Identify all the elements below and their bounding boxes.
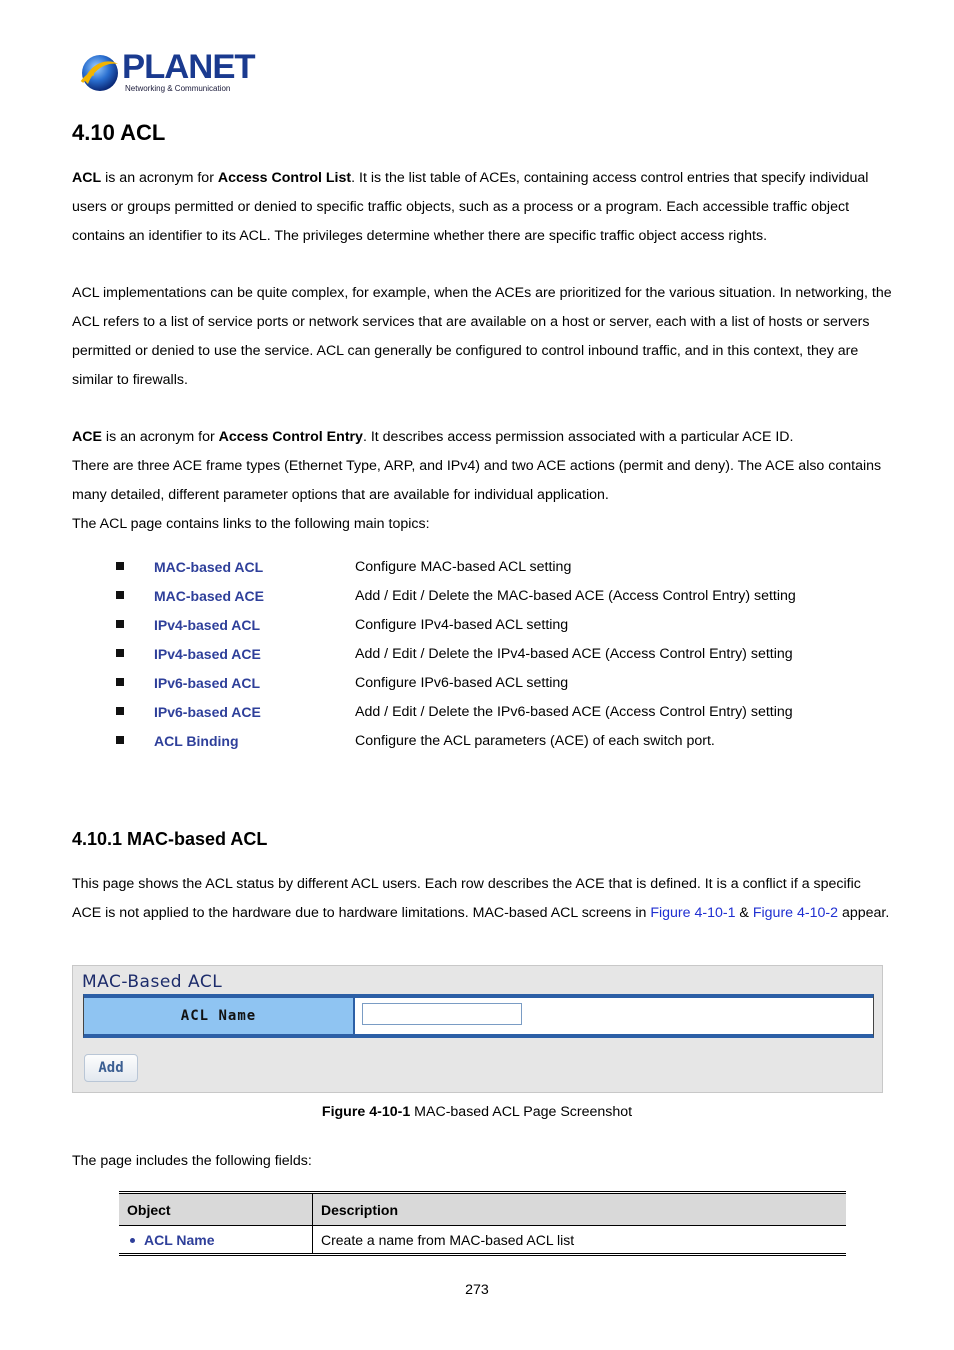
square-bullet-icon: [116, 707, 124, 715]
square-bullet-icon: [116, 591, 124, 599]
topic-list: [116, 553, 876, 756]
square-bullet-icon: [116, 736, 124, 744]
acl-name-label: ACL Name: [84, 998, 355, 1034]
topic-link[interactable]: MAC-based ACL: [154, 559, 264, 575]
add-button[interactable]: Add: [84, 1054, 138, 1082]
section-title: 4.10 ACL: [72, 120, 166, 145]
brand-name: PLANET: [122, 48, 255, 86]
page-number: 273: [465, 1282, 489, 1298]
globe-icon: [78, 52, 120, 94]
description-cell: Create a name from MAC-based ACL list: [321, 1232, 575, 1248]
intro-paragraph-acl: ACL is an acronym for Access Control List. It is the list table of ACEs, containing access control entries that specify individual users or groups permitted or denied to specific traffic objects, such as a process or a program. Each accessible traffic object contains an identifier to its ACL. The privileges determine whether there are specific traffic object access rights.: [72, 170, 869, 244]
figure-caption: Figure 4-10-1 MAC-based ACL Page Screenshot: [321, 1104, 633, 1120]
list-item: [116, 611, 876, 640]
figure-link-4-10-1[interactable]: Figure 4-10-1: [650, 905, 736, 921]
list-item: [116, 640, 876, 669]
mac-based-acl-screenshot: [72, 965, 883, 1093]
fields-table: [119, 1191, 846, 1256]
topic-description: Configure IPv6-based ACL setting: [355, 675, 569, 691]
topic-description: Add / Edit / Delete the IPv6-based ACE (Access Control Entry) setting: [355, 704, 793, 720]
intro-paragraph-implementation: ACL implementations can be quite complex, for example, when the ACEs are prioritized for the various situation. In networking, the ACL refers to a list of service ports or network services that are available on a host or server, each with a list of hosts or servers permitted or denied to use the service. ACL can generally be configured to control inbound traffic, and in this context, they are similar to firewalls.: [72, 285, 892, 388]
fields-intro: The page includes the following fields:: [72, 1153, 312, 1169]
intro-paragraph-ace: ACE is an acronym for Access Control Entry. It describes access permission associated with a particular ACE ID. There are three ACE frame types (Ethernet Type, ARP, and IPv4) and two ACE actions (permit and deny). The ACE also contains many detailed, different parameter options that are available for individual application. The ACL page contains links to the following main topics:: [72, 429, 882, 532]
subsection-title: 4.10.1 MAC-based ACL: [72, 829, 268, 849]
topic-description: Add / Edit / Delete the IPv4-based ACE (Access Control Entry) setting: [355, 646, 793, 662]
bullet-icon: [130, 1238, 135, 1243]
figure-link-4-10-2[interactable]: Figure 4-10-2: [752, 905, 839, 921]
topic-link[interactable]: ACL Binding: [154, 733, 239, 749]
square-bullet-icon: [116, 620, 124, 628]
topic-link[interactable]: MAC-based ACE: [154, 588, 264, 604]
brand-tagline: Networking & Communication: [125, 84, 231, 93]
list-item: [116, 698, 876, 727]
planet-logo: [78, 48, 255, 98]
subsection-paragraph: This page shows the ACL status by different ACL users. Each row describes the ACE that is defined. It is a conflict if a specific ACE is not applied to the hardware due to hardware limitations. MAC-based ACL screens in Figure 4-10-1 & Figure 4-10-2 appear.: [72, 876, 890, 921]
topic-link[interactable]: IPv6-based ACL: [154, 675, 261, 691]
topic-description: Add / Edit / Delete the MAC-based ACE (Access Control Entry) setting: [355, 588, 796, 604]
header-object: Object: [119, 1194, 313, 1225]
topic-description: Configure IPv4-based ACL setting: [355, 617, 569, 633]
square-bullet-icon: [116, 678, 124, 686]
square-bullet-icon: [116, 649, 124, 657]
acl-name-row: [83, 994, 874, 1038]
panel-title: MAC-Based ACL: [82, 972, 223, 992]
topic-link[interactable]: IPv4-based ACE: [154, 646, 261, 662]
topic-description: Configure MAC-based ACL setting: [355, 559, 572, 575]
topic-link[interactable]: IPv4-based ACL: [154, 617, 261, 633]
table-header: [119, 1194, 846, 1226]
list-item: [116, 553, 876, 582]
acl-name-input[interactable]: [362, 1003, 522, 1025]
square-bullet-icon: [116, 562, 124, 570]
table-row: [119, 1226, 846, 1256]
header-description: Description: [321, 1202, 399, 1218]
object-cell: ACL Name: [119, 1226, 313, 1253]
list-item: [116, 582, 876, 611]
topic-link[interactable]: IPv6-based ACE: [154, 704, 261, 720]
list-item: [116, 727, 876, 756]
topic-description: Configure the ACL parameters (ACE) of each switch port.: [355, 733, 715, 749]
list-item: [116, 669, 876, 698]
